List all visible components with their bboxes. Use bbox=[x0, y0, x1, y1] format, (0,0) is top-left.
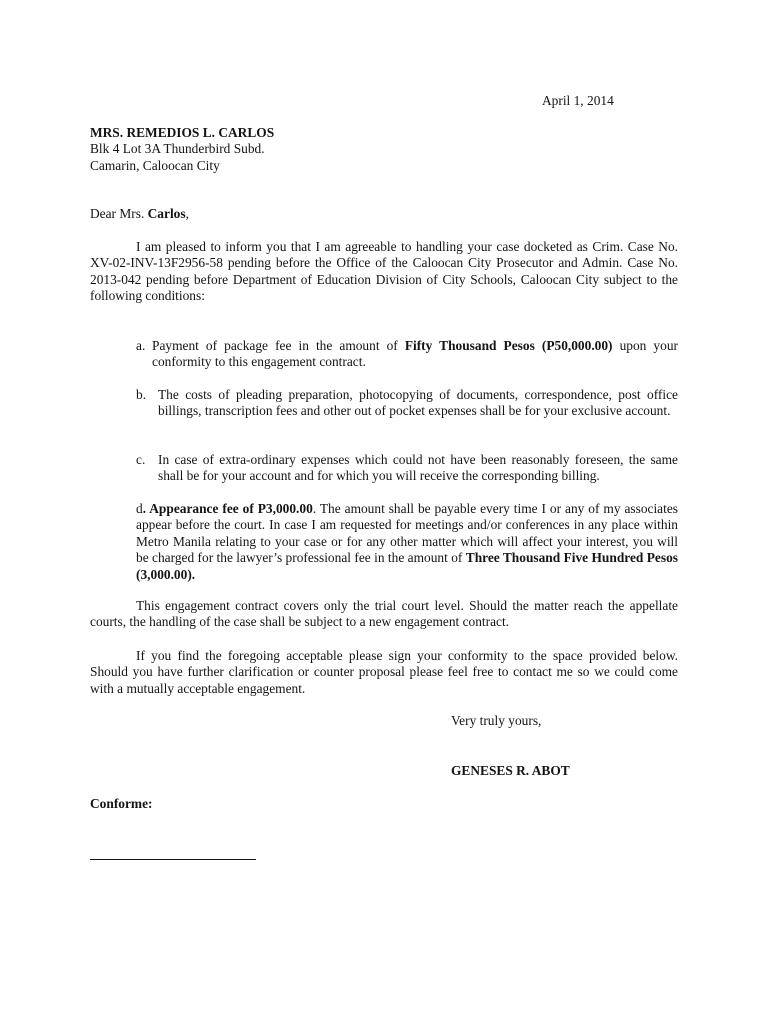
condition-a-body bbox=[152, 338, 678, 371]
condition-d-text: . The amount shall be payable every time I or any of my associates appear before the court. In case I am requested for meetings and/or conferences in any place within Metro Manila relating to your case or for any other matter which will affect your interest, you will be charged for the lawyer’s professional fee in the amount of bbox=[136, 501, 678, 566]
salutation-surname: Carlos bbox=[147, 206, 186, 221]
signature-line bbox=[90, 859, 256, 860]
signer-name: GENESES R. ABOT bbox=[451, 763, 570, 778]
condition-d-body bbox=[136, 501, 678, 583]
closing-text: If you find the foregoing acceptable please sign your conformity to the space provided below. Should you have further clarification or counter proposal please feel free to contact me so we could come with a mutually acceptable engagement. bbox=[90, 648, 678, 696]
condition-d-marker: d bbox=[136, 501, 143, 516]
salutation bbox=[90, 206, 189, 222]
condition-a-amount: Fifty Thousand Pesos (P50,000.00) bbox=[404, 338, 613, 353]
intro-paragraph bbox=[90, 239, 678, 305]
condition-d-fee: . Appearance fee of P3,000.00 bbox=[142, 501, 313, 516]
scope-text: This engagement contract covers only the trial court level. Should the matter reach the appellate courts, the handling of the case shall be subject to a new engagement contract. bbox=[90, 598, 678, 630]
recipient-name: MRS. REMEDIOS L. CARLOS bbox=[90, 125, 275, 140]
letter-date: April 1, 2014 bbox=[542, 93, 614, 108]
condition-a-text-after: upon your conformity to this engagement contract. bbox=[152, 338, 678, 370]
condition-c-text: In case of extra-ordinary expenses which could not have been reasonably foreseen, the same shall be for your account and for which you will receive the corresponding billing. bbox=[158, 452, 678, 484]
condition-a-marker: a. bbox=[136, 338, 146, 353]
condition-a-text-before: Payment of package fee in the amount of bbox=[152, 338, 405, 353]
recipient-address-line2: Camarin, Caloocan City bbox=[90, 157, 220, 173]
condition-d-amount: Three Thousand Five Hundred Pesos (3,000.00). bbox=[136, 550, 678, 582]
salutation-suffix: , bbox=[185, 206, 189, 221]
recipient-address-line1: Blk 4 Lot 3A Thunderbird Subd. bbox=[90, 141, 265, 157]
complimentary-close: Very truly yours, bbox=[451, 713, 542, 728]
closing-paragraph bbox=[90, 648, 678, 697]
recipient-block bbox=[90, 125, 274, 174]
condition-c-marker: c. bbox=[136, 452, 146, 467]
condition-b-text: The costs of pleading preparation, photocopying of documents, correspondence, post office billings, transcription fees and other out of pocket expenses shall be for your exclusive account. bbox=[158, 387, 678, 419]
intro-text: I am pleased to inform you that I am agreeable to handling your case docketed as Crim. Case No. XV-02-INV-13F2956-58 pending before the Office of the Caloocan City Prosecutor and Admin. Case No. 2013-042 pending before Department of Education Division of City Schools, Caloocan City subject to the following conditions: bbox=[90, 239, 678, 304]
scope-paragraph bbox=[90, 598, 678, 631]
conforme-label: Conforme: bbox=[90, 796, 153, 811]
salutation-prefix: Dear Mrs. bbox=[90, 206, 148, 221]
condition-b-marker: b. bbox=[136, 387, 147, 402]
